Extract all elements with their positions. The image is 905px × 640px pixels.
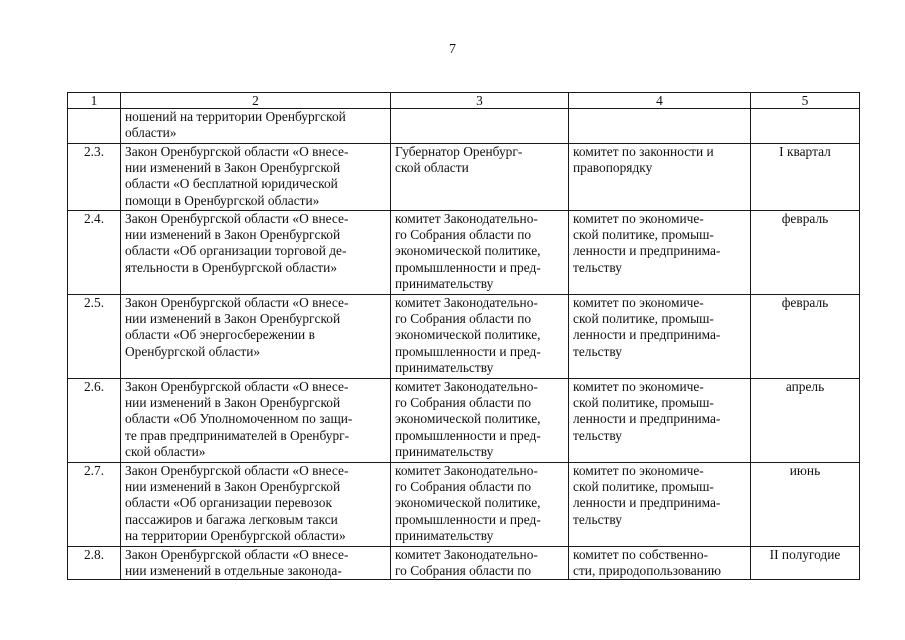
initiator: Губернатор Оренбург- ской области: [395, 144, 523, 176]
column-header-law: 2: [121, 93, 391, 109]
committee: комитет по законности и правопорядку: [573, 144, 714, 176]
row-number-cell: [68, 295, 121, 379]
law-title: Закон Оренбургской области «О внесе- нии изменений в Закон Оренбургской области «Об организации торговой де- ятельности в Оренбургской области»: [125, 211, 349, 275]
term: I квартал: [779, 144, 831, 159]
legislative-plan-table: [67, 92, 860, 580]
term-cell: [751, 379, 860, 463]
initiator-cell: [391, 295, 569, 379]
initiator-cell: [391, 547, 569, 580]
row-number-cell: [68, 547, 121, 580]
column-header-term: 5: [751, 93, 860, 109]
initiator: комитет Законодательно- го Собрания области по экономической политике, промышленности и пред- принимательству: [395, 295, 541, 375]
law-title-cell: [121, 463, 391, 547]
row-number-cell: [68, 109, 121, 144]
committee-cell: [569, 144, 751, 211]
term-cell: [751, 295, 860, 379]
term-cell: [751, 211, 860, 295]
initiator: комитет Законодательно- го Собрания области по экономической политике, промышленности и пред- принимательству: [395, 211, 541, 291]
table-row: [68, 463, 860, 547]
law-title-cell: [121, 211, 391, 295]
row-number-cell: [68, 379, 121, 463]
law-title-cell: [121, 379, 391, 463]
term-cell: [751, 109, 860, 144]
initiator-cell: [391, 379, 569, 463]
initiator-cell: [391, 109, 569, 144]
term: II полугодие: [769, 547, 841, 562]
law-title: Закон Оренбургской области «О внесе- нии изменений в Закон Оренбургской области «Об Уполномоченном по защи- те прав предпринимателей в Оренбург- ской области»: [125, 379, 353, 459]
column-header-number: 1: [68, 93, 121, 109]
page-number: 7: [449, 42, 456, 57]
law-title: Закон Оренбургской области «О внесе- нии изменений в Закон Оренбургской области «О бесплатной юридической помощи в Оренбургской области»: [125, 144, 349, 208]
committee-cell: [569, 379, 751, 463]
table-header-row: [68, 93, 860, 109]
initiator: комитет Законодательно- го Собрания области по: [395, 547, 538, 579]
row-number: 2.5.: [83, 295, 105, 310]
column-header-committee: 4: [569, 93, 751, 109]
column-header-initiator: 3: [391, 93, 569, 109]
committee: комитет по экономиче- ской политике, промыш- ленности и предпринима- тельству: [573, 379, 721, 443]
table-row: [68, 144, 860, 211]
table-row: [68, 295, 860, 379]
table-row: [68, 109, 860, 144]
law-title-cell: [121, 547, 391, 580]
term: февраль: [781, 295, 829, 310]
law-title: Закон Оренбургской области «О внесе- нии изменений в Закон Оренбургской области «Об организации перевозок пассажиров и багажа легковым такси на территории Оренбургской области»: [125, 463, 349, 543]
row-number: 2.8.: [83, 547, 105, 562]
law-title: ношений на территории Оренбургской области»: [125, 109, 346, 141]
committee-cell: [569, 211, 751, 295]
initiator: комитет Законодательно- го Собрания области по экономической политике, промышленности и пред- принимательству: [395, 379, 541, 459]
term: апрель: [785, 379, 825, 394]
committee-cell: [569, 109, 751, 144]
committee: комитет по экономиче- ской политике, промыш- ленности и предпринима- тельству: [573, 211, 721, 275]
term: июнь: [789, 463, 821, 478]
committee: комитет по экономиче- ской политике, промыш- ленности и предпринима- тельству: [573, 463, 721, 527]
row-number: 2.7.: [83, 463, 105, 478]
law-title-cell: [121, 109, 391, 144]
law-title: Закон Оренбургской области «О внесе- нии изменений в отдельные законода-: [125, 547, 349, 579]
committee-cell: [569, 295, 751, 379]
row-number-cell: [68, 463, 121, 547]
term-cell: [751, 463, 860, 547]
row-number: 2.6.: [83, 379, 105, 394]
law-title-cell: [121, 295, 391, 379]
term: февраль: [781, 211, 829, 226]
law-title-cell: [121, 144, 391, 211]
committee-cell: [569, 463, 751, 547]
initiator-cell: [391, 211, 569, 295]
row-number-cell: [68, 144, 121, 211]
committee: комитет по экономиче- ской политике, промыш- ленности и предпринима- тельству: [573, 295, 721, 359]
initiator-cell: [391, 463, 569, 547]
table-row: [68, 211, 860, 295]
term-cell: [751, 547, 860, 580]
committee: комитет по собственно- сти, природопользованию: [573, 547, 722, 579]
row-number-cell: [68, 211, 121, 295]
table-row: [68, 547, 860, 580]
law-title: Закон Оренбургской области «О внесе- нии изменений в Закон Оренбургской области «Об энергосбережении в Оренбургской области»: [125, 295, 349, 359]
row-number: 2.4.: [83, 211, 105, 226]
committee-cell: [569, 547, 751, 580]
table-row: [68, 379, 860, 463]
initiator: комитет Законодательно- го Собрания области по экономической политике, промышленности и пред- принимательству: [395, 463, 541, 543]
term-cell: [751, 144, 860, 211]
initiator-cell: [391, 144, 569, 211]
row-number: 2.3.: [83, 144, 105, 159]
